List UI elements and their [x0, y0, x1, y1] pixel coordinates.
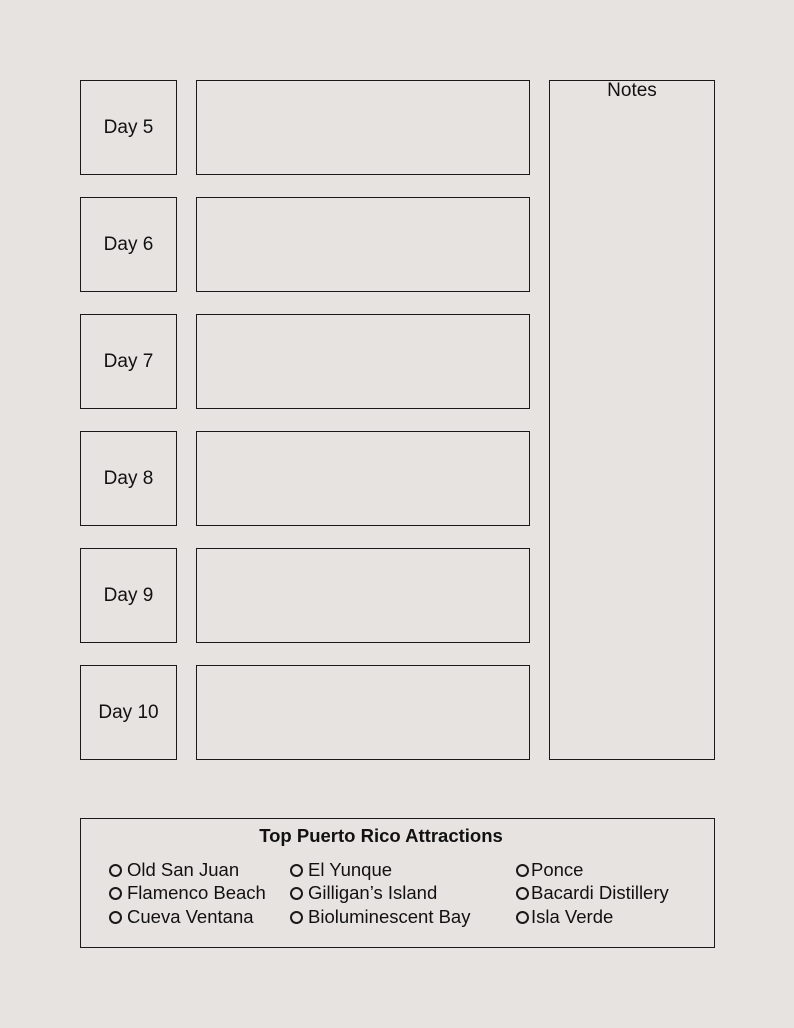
attraction-item[interactable]: Old San Juan — [109, 859, 239, 881]
attraction-item[interactable]: Isla Verde — [516, 906, 613, 928]
day-plan-box[interactable] — [196, 548, 530, 643]
attractions-title: Top Puerto Rico Attractions — [259, 825, 503, 846]
attraction-item[interactable]: El Yunque — [290, 859, 392, 881]
day-label: Day 5 — [103, 116, 154, 138]
day-plan-box[interactable] — [196, 314, 530, 409]
day-label: Day 7 — [103, 350, 154, 372]
day-label-box — [80, 548, 177, 643]
day-plan-box[interactable] — [196, 665, 530, 760]
attraction-item[interactable]: Ponce — [516, 859, 583, 881]
attraction-item[interactable]: Gilligan’s Island — [290, 882, 437, 904]
day-label-box — [80, 314, 177, 409]
attraction-item[interactable]: Bacardi Distillery — [516, 882, 669, 904]
attraction-item[interactable]: Flamenco Beach — [109, 882, 266, 904]
day-label: Day 8 — [103, 467, 154, 489]
circle-checkbox-icon[interactable] — [516, 887, 529, 900]
day-label: Day 6 — [103, 233, 154, 255]
circle-checkbox-icon[interactable] — [290, 864, 303, 877]
notes-box[interactable] — [549, 80, 715, 760]
day-label-box — [80, 197, 177, 292]
day-plan-box[interactable] — [196, 80, 530, 175]
day-plan-box[interactable] — [196, 431, 530, 526]
circle-checkbox-icon[interactable] — [109, 864, 122, 877]
day-label-box — [80, 431, 177, 526]
circle-checkbox-icon[interactable] — [290, 911, 303, 924]
attraction-item[interactable]: Cueva Ventana — [109, 906, 254, 928]
circle-checkbox-icon[interactable] — [516, 864, 529, 877]
circle-checkbox-icon[interactable] — [516, 911, 529, 924]
day-plan-box[interactable] — [196, 197, 530, 292]
attractions-box — [80, 818, 715, 948]
attraction-item[interactable]: Bioluminescent Bay — [290, 906, 470, 928]
circle-checkbox-icon[interactable] — [109, 887, 122, 900]
day-label: Day 9 — [103, 584, 154, 606]
circle-checkbox-icon[interactable] — [109, 911, 122, 924]
notes-title: Notes — [607, 80, 657, 101]
day-label-box — [80, 80, 177, 175]
day-label-box — [80, 665, 177, 760]
circle-checkbox-icon[interactable] — [290, 887, 303, 900]
day-label: Day 10 — [98, 701, 159, 723]
